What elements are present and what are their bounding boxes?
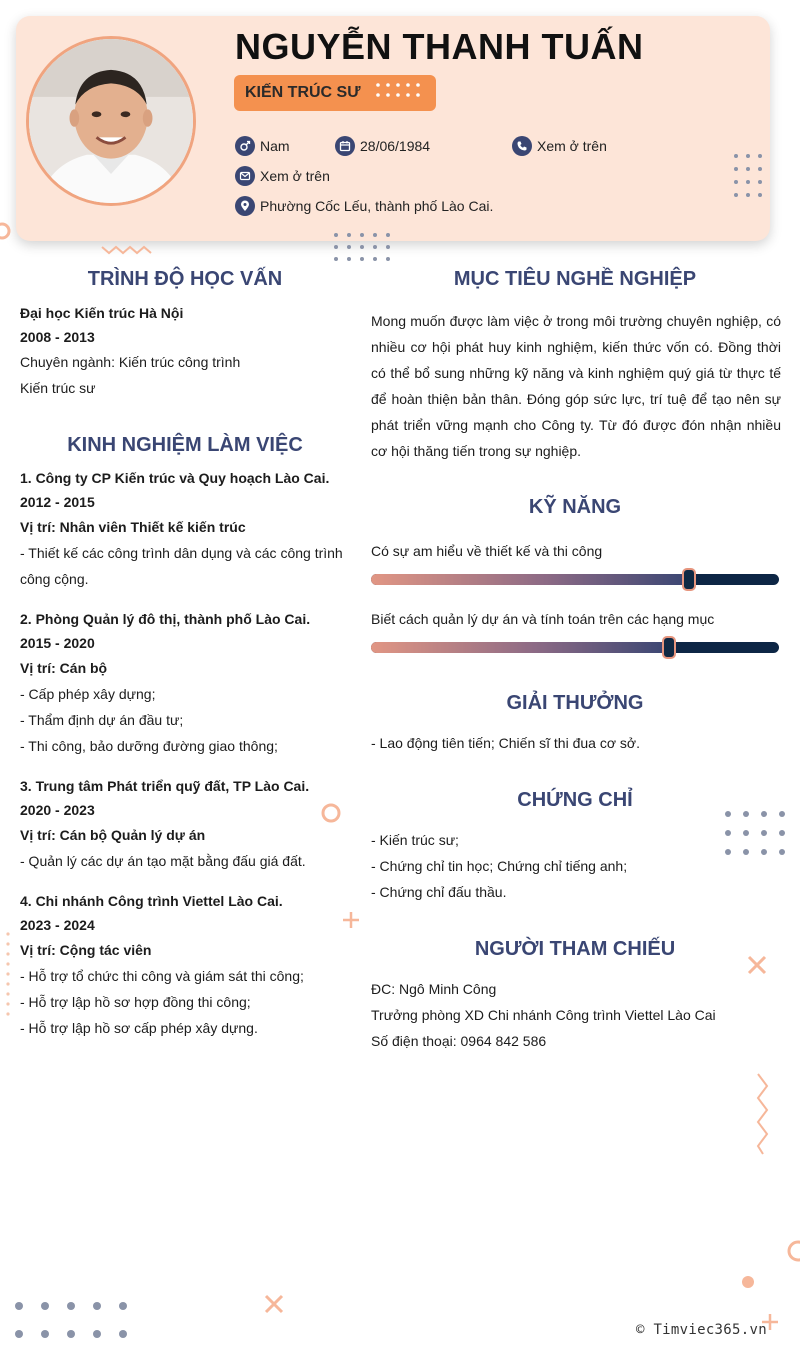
job-position: Vị trí: Cán bộ [20, 660, 108, 676]
circle-decoration-icon [784, 1236, 800, 1266]
job-position: Vị trí: Nhân viên Thiết kế kiến trúc [20, 519, 246, 535]
dot-decoration-icon [740, 1272, 756, 1292]
job-position: Vị trí: Cán bộ Quản lý dự án [20, 827, 206, 843]
address-row [235, 196, 493, 216]
phone-row [512, 136, 607, 156]
dots-decoration-icon [4, 930, 12, 1022]
objective-text: Mong muốn được làm việc ở trong môi trường chuyên nghiệp, có nhiều cơ hội phát huy kinh nghiệm, kiến thức vốn có. Đồng thời có thể bổ sung những kỹ năng và kinh nghiệm quý giá từ thực tế để hoàn thiện bản thân. Đóng góp sức lực, trí tuệ để tạo nên sự phát triển vững mạnh cho Công ty. Từ đó được đón nhận nhiều cơ hội thăng tiến trong sự nghiệp. [371, 313, 781, 459]
dots-decoration-icon [10, 1296, 134, 1340]
skill-bar-handle [682, 568, 696, 591]
address-value: Phường Cốc Lếu, thành phố Lào Cai. [260, 198, 494, 214]
awards-heading: GIẢI THƯỞNG [506, 692, 644, 714]
gender-value: Nam [260, 138, 290, 154]
certificate-item: - Chứng chỉ đấu thầu. [371, 884, 507, 900]
skill-bar-fill [371, 642, 669, 653]
certificate-item: - Kiến trúc sư; [371, 832, 459, 848]
zigzag-decoration-icon [100, 244, 156, 256]
education-heading: TRÌNH ĐỘ HỌC VẤN [87, 268, 283, 290]
job-years: 2023 - 2024 [20, 917, 95, 933]
skill-bar [371, 574, 779, 585]
awards-text: - Lao động tiên tiến; Chiến sĩ thi đua cơ sở. [371, 735, 640, 751]
avatar-photo [29, 39, 193, 203]
education-years: 2008 - 2013 [20, 329, 95, 345]
candidate-name: NGUYỄN THANH TUẤN [235, 26, 644, 67]
job-duty: - Thiết kế các công trình dân dụng và các công trình [20, 545, 343, 561]
birthdate-value: 28/06/1984 [360, 138, 431, 154]
job-company: 3. Trung tâm Phát triển quỹ đất, TP Lào Cai. [20, 778, 310, 794]
birthdate-row [335, 136, 430, 156]
skill-bar-handle [662, 636, 676, 659]
circle-decoration-icon [0, 220, 14, 242]
gender-icon [235, 136, 255, 156]
reference-heading: NGƯỜI THAM CHIẾU [474, 938, 676, 960]
reference-role: Trưởng phòng XD Chi nhánh Công trình Viettel Lào Cai [371, 1007, 716, 1023]
job-duty: - Thi công, bảo dưỡng đường giao thông; [20, 738, 278, 754]
gender-row [235, 136, 290, 156]
job-position: Vị trí: Cộng tác viên [20, 942, 152, 958]
cross-decoration-icon [262, 1292, 286, 1316]
dots-decoration-icon [374, 81, 430, 105]
plus-decoration-icon [341, 910, 361, 930]
job-duty: công cộng. [20, 571, 89, 587]
job-duty: - Hỗ trợ lập hồ sơ hợp đồng thi công; [20, 994, 251, 1010]
job-title-pill [234, 75, 436, 111]
certificates-heading: CHỨNG CHỈ [517, 789, 633, 811]
circle-decoration-icon [318, 800, 344, 826]
certificate-item: - Chứng chỉ tin học; Chứng chỉ tiếng anh; [371, 858, 628, 874]
job-company: 1. Công ty CP Kiến trúc và Quy hoạch Lào Cai. [20, 470, 330, 486]
avatar [26, 36, 196, 206]
education-school: Đại học Kiến trúc Hà Nội [20, 305, 184, 321]
experience-heading: KINH NGHIỆM LÀM VIỆC [67, 434, 303, 456]
job-years: 2015 - 2020 [20, 635, 95, 651]
zigzag-decoration-icon [754, 1072, 772, 1156]
footer-copyright: © Timviec365.vn [636, 1322, 767, 1338]
job-duty: - Thẩm định dự án đầu tư; [20, 712, 184, 728]
calendar-icon [335, 136, 355, 156]
dots-decoration-icon [330, 230, 394, 264]
cross-decoration-icon [746, 954, 768, 976]
reference-name: ĐC: Ngô Minh Công [371, 981, 497, 997]
dots-decoration-icon [720, 806, 790, 860]
job-company: 2. Phòng Quản lý đô thị, thành phố Lào Cai. [20, 611, 311, 627]
mail-icon [235, 166, 255, 186]
location-icon [235, 196, 255, 216]
job-duty: - Hỗ trợ lập hồ sơ cấp phép xây dựng. [20, 1020, 258, 1036]
phone-value: Xem ở trên [537, 138, 607, 154]
skill-bar-fill [371, 574, 689, 585]
email-value: Xem ở trên [260, 168, 330, 184]
job-duty: - Hỗ trợ tổ chức thi công và giám sát thi công; [20, 968, 304, 984]
job-duty: - Quản lý các dự án tạo mặt bằng đấu giá đất. [20, 853, 306, 869]
reference-phone: Số điện thoại: 0964 842 586 [371, 1033, 547, 1049]
phone-icon [512, 136, 532, 156]
job-company: 4. Chi nhánh Công trình Viettel Lào Cai. [20, 893, 283, 909]
job-duty: - Cấp phép xây dựng; [20, 686, 156, 702]
education-major: Chuyên ngành: Kiến trúc công trình [20, 354, 241, 370]
job-title: KIẾN TRÚC SƯ [245, 84, 361, 101]
job-years: 2020 - 2023 [20, 802, 95, 818]
skill-label: Biết cách quản lý dự án và tính toán trên các hạng mục [371, 611, 715, 627]
skill-label: Có sự am hiểu về thiết kế và thi công [371, 543, 603, 559]
dots-decoration-icon [732, 152, 764, 208]
email-row [235, 166, 330, 186]
skill-bar [371, 642, 779, 653]
skills-heading: KỸ NĂNG [528, 496, 622, 518]
education-degree: Kiến trúc sư [20, 380, 96, 396]
objective-heading: MỤC TIÊU NGHỀ NGHIỆP [453, 268, 697, 290]
job-years: 2012 - 2015 [20, 494, 95, 510]
